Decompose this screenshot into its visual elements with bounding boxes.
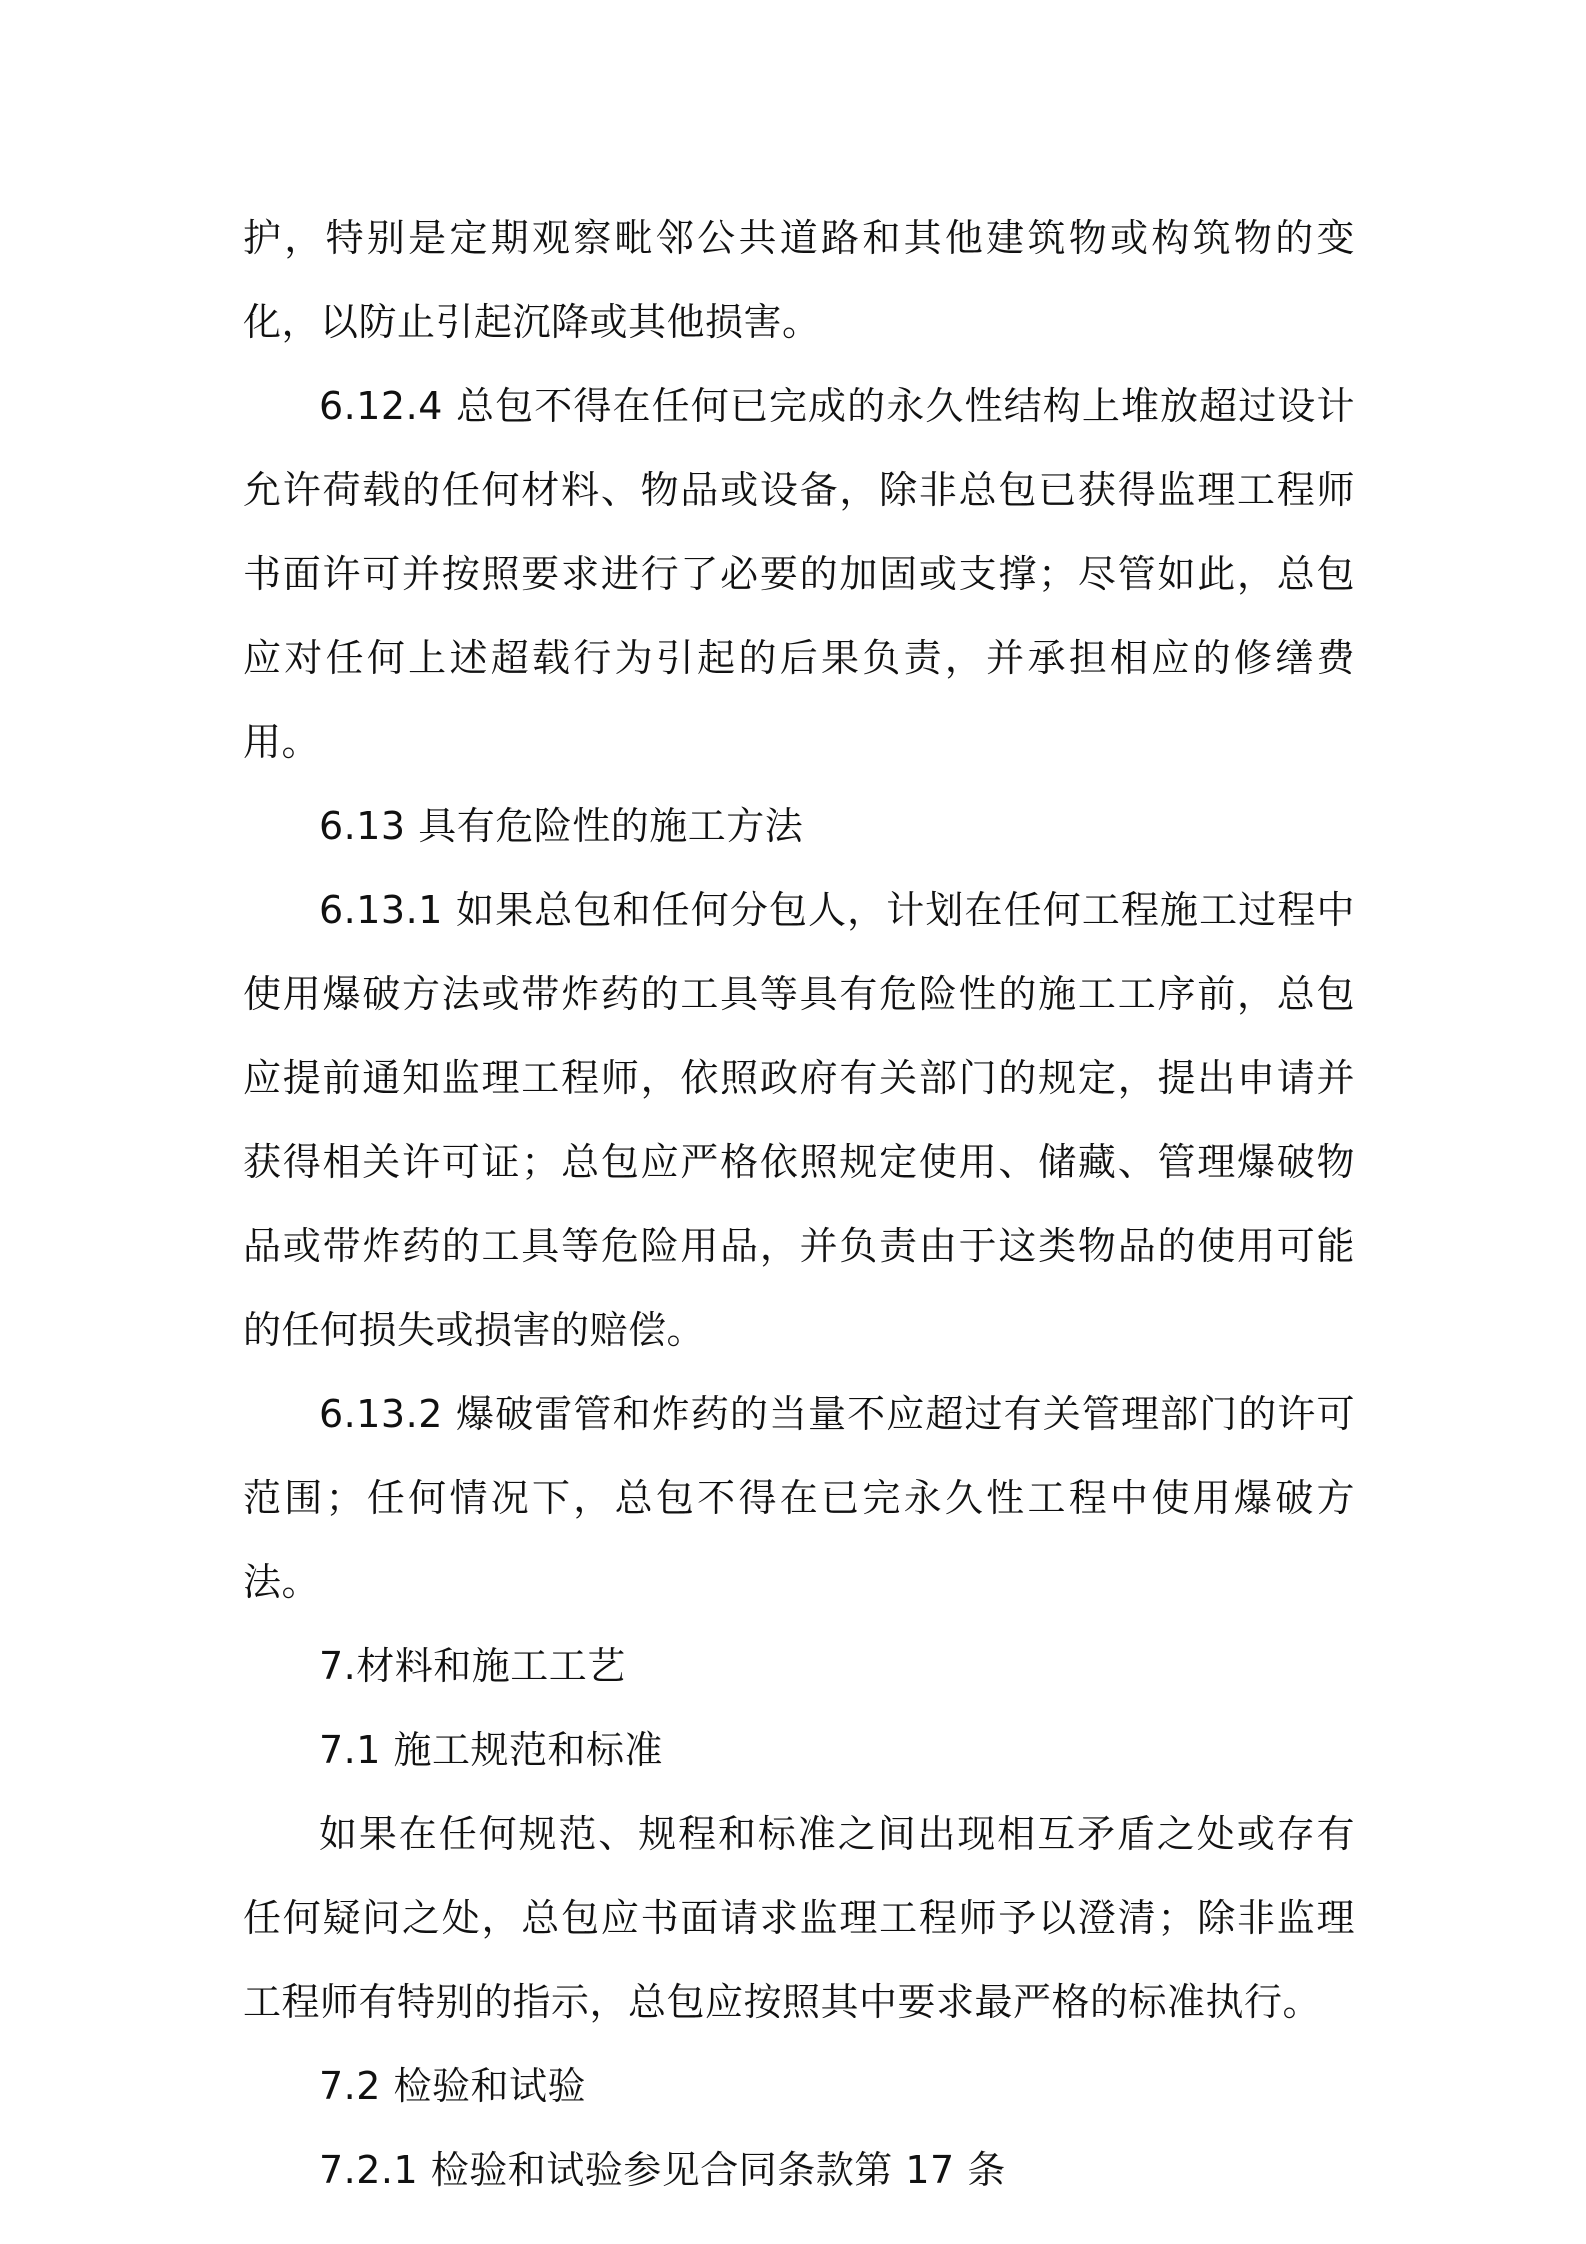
heading-7: 7.材料和施工工艺 — [319, 1644, 626, 1688]
heading-6-13: 6.13 具有危险性的施工方法 — [319, 804, 804, 848]
paragraph-6-13-2: 6.13.2 爆破雷管和炸药的当量不应超过有关管理部门的许可范围；任何情况下，总包不得在已完永久性工程中使用爆破方法。 — [243, 1392, 1355, 1604]
paragraph-6-13-1: 6.13.1 如果总包和任何分包人，计划在任何工程施工过程中使用爆破方法或带炸药的工具等具有危险性的施工工序前，总包应提前通知监理工程师，依照政府有关部门的规定，提出申请并获得相关许可证；总包应严格依照规定使用、储藏、管理爆破物品或带炸药的工具等危险用品，并负责由于这类物品的使用可能的任何损失或损害的赔偿。 — [243, 888, 1355, 1352]
document-body — [243, 196, 1355, 2212]
paragraph-7-1-body: 如果在任何规范、规程和标准之间出现相互矛盾之处或存有任何疑问之处，总包应书面请求监理工程师予以澄清；除非监理工程师有特别的指示，总包应按照其中要求最严格的标准执行。 — [243, 1812, 1355, 2024]
heading-7-2: 7.2 检验和试验 — [319, 2064, 587, 2108]
heading-7-1: 7.1 施工规范和标准 — [319, 1728, 664, 1772]
paragraph-7-2-1: 7.2.1 检验和试验参见合同条款第 17 条 — [319, 2148, 1006, 2192]
paragraph-6-12-4: 6.12.4 总包不得在任何已完成的永久性结构上堆放超过设计允许荷载的任何材料、物品或设备，除非总包已获得监理工程师书面许可并按照要求进行了必要的加固或支撑；尽管如此，总包应对任何上述超载行为引起的后果负责，并承担相应的修缮费用。 — [243, 384, 1355, 764]
paragraph-continuation: 护，特别是定期观察毗邻公共道路和其他建筑物或构筑物的变化，以防止引起沉降或其他损害。 — [243, 216, 1355, 344]
